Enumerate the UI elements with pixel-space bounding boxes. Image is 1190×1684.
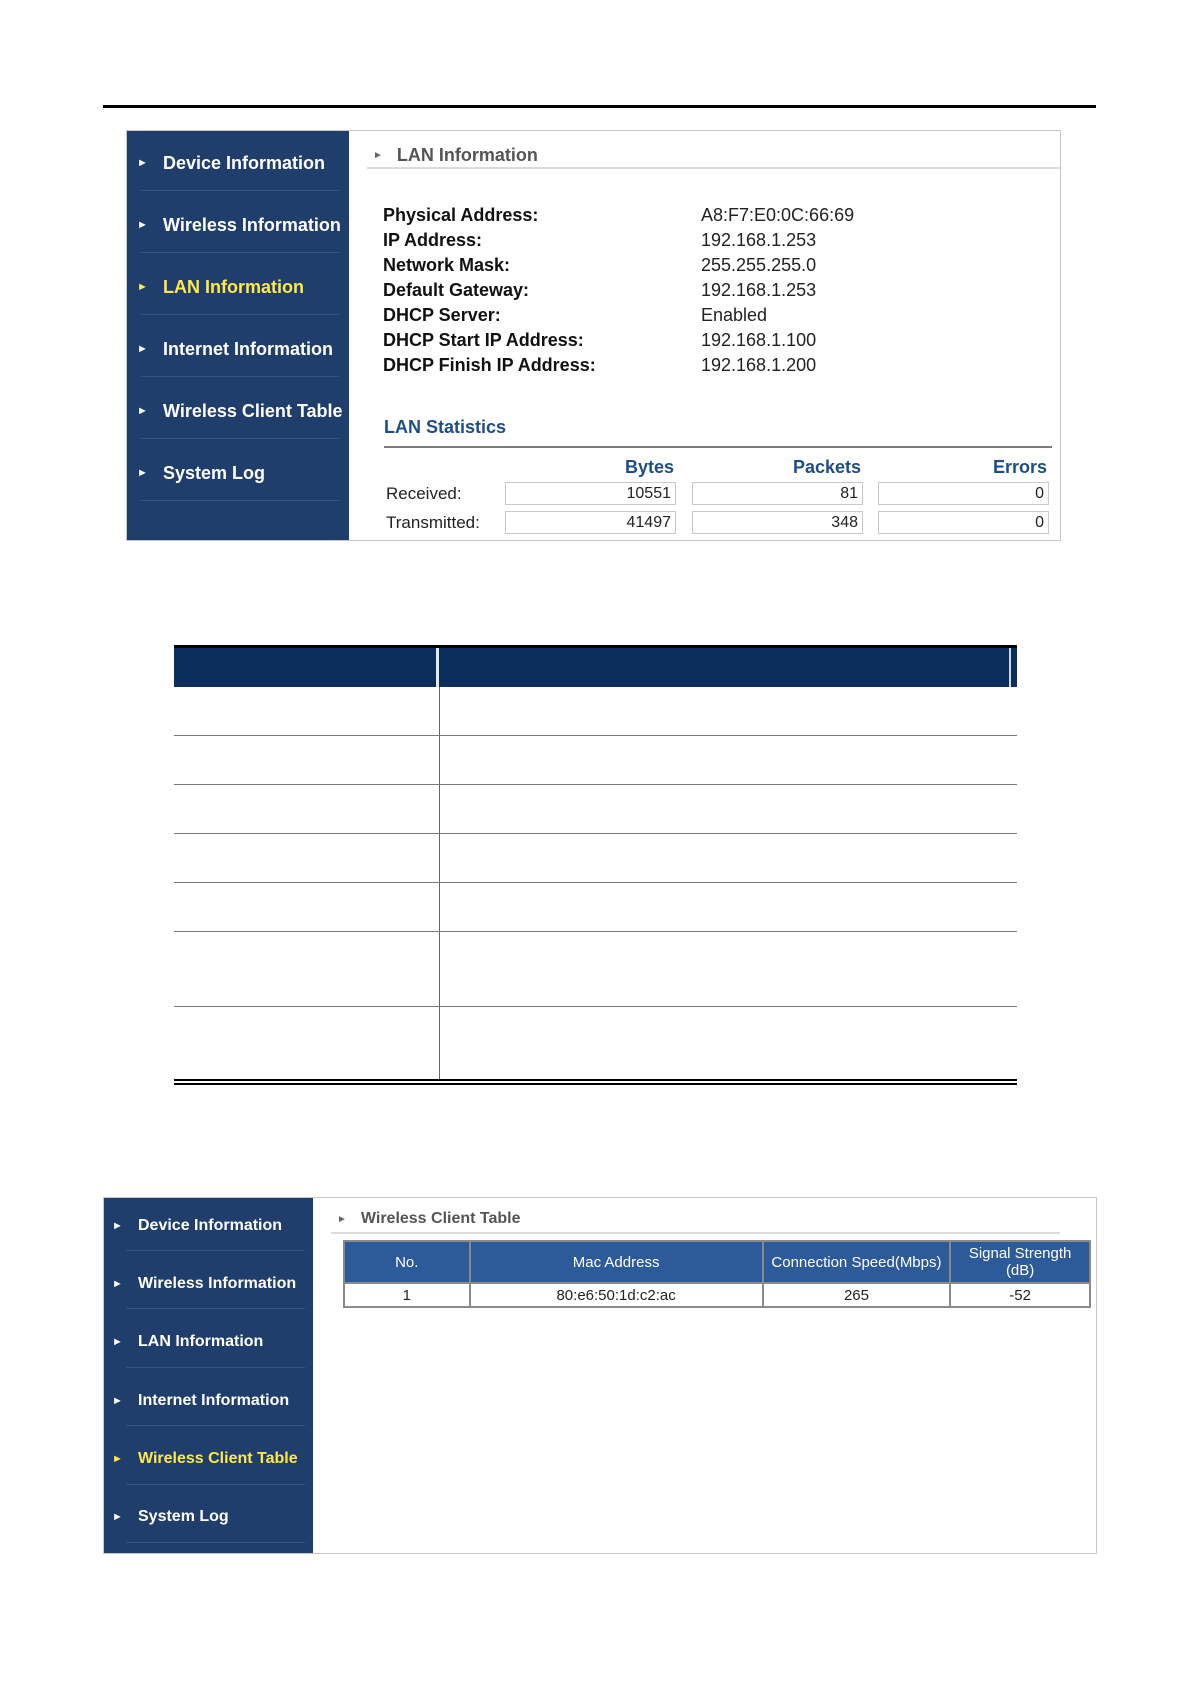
nav-separator xyxy=(126,1367,305,1368)
info-row-ip-address: IP Address: 192.168.1.253 xyxy=(383,230,817,250)
nav-separator xyxy=(126,1250,305,1251)
sidebar-item-lan-information[interactable]: ► LAN Information xyxy=(137,276,304,297)
description-table xyxy=(174,645,1017,1085)
info-row-dhcp-finish: DHCP Finish IP Address: 192.168.1.200 xyxy=(383,355,817,375)
panel-title-text: Wireless Client Table xyxy=(360,1210,521,1227)
panel-title-rule xyxy=(331,1232,1060,1234)
received-packets-field: 81 xyxy=(692,482,863,505)
triangle-right-icon: ► xyxy=(112,1220,123,1232)
lan-information-screenshot xyxy=(126,130,1061,541)
sidebar-item-wireless-information[interactable]: ► Wireless Information xyxy=(137,214,341,235)
triangle-right-icon: ► xyxy=(137,219,148,231)
triangle-right-icon: ► xyxy=(137,281,148,293)
received-errors-field: 0 xyxy=(878,482,1049,505)
triangle-right-icon: ► xyxy=(112,1453,123,1465)
col-header-mac-address: Mac Address xyxy=(470,1241,763,1283)
lan-info-list xyxy=(383,205,1033,385)
triangle-right-icon: ► xyxy=(112,1278,123,1290)
triangle-right-icon: ► xyxy=(137,467,148,479)
header-column-divider xyxy=(436,648,439,687)
wireless-client-table xyxy=(343,1240,1091,1308)
sidebar-item-system-log[interactable]: ► System Log xyxy=(112,1508,229,1525)
triangle-right-icon: ► xyxy=(112,1395,123,1407)
sidebar xyxy=(104,1198,313,1553)
nav-separator xyxy=(141,500,339,501)
sidebar-item-internet-information[interactable]: ► Internet Information xyxy=(112,1392,290,1409)
stats-col-errors: Errors xyxy=(992,457,1047,477)
sidebar-item-wireless-client-table[interactable]: ► Wireless Client Table xyxy=(112,1450,298,1467)
nav-separator xyxy=(141,438,339,439)
stats-col-bytes: Bytes xyxy=(624,457,674,477)
sidebar-item-device-information[interactable]: ► Device Information xyxy=(112,1217,283,1234)
info-row-physical-address: Physical Address: A8:F7:E0:0C:66:69 xyxy=(383,205,855,225)
stats-col-packets: Packets xyxy=(792,457,861,477)
cell-connection-speed: 265 xyxy=(763,1283,951,1307)
received-bytes-field: 10551 xyxy=(505,482,676,505)
transmitted-errors-field: 0 xyxy=(878,511,1049,534)
table-row xyxy=(174,736,1017,785)
col-header-connection-speed: Connection Speed(Mbps) xyxy=(763,1241,951,1283)
transmitted-bytes-field: 41497 xyxy=(505,511,676,534)
col-header-no: No. xyxy=(344,1241,470,1283)
stats-row-transmitted-label: Transmitted: xyxy=(386,513,480,532)
nav-separator xyxy=(126,1542,305,1543)
col-header-signal-strength: Signal Strength (dB) xyxy=(950,1241,1090,1283)
table-bottom-rule xyxy=(174,1079,1017,1085)
triangle-right-icon: ► xyxy=(137,405,148,417)
info-row-dhcp-server: DHCP Server: Enabled xyxy=(383,305,768,325)
sidebar-item-internet-information[interactable]: ► Internet Information xyxy=(137,338,333,359)
table-row xyxy=(174,883,1017,932)
triangle-right-icon: ► xyxy=(337,1213,347,1225)
cell-mac-address: 80:e6:50:1d:c2:ac xyxy=(470,1283,763,1307)
sidebar-item-system-log[interactable]: ► System Log xyxy=(137,462,266,483)
panel-title xyxy=(337,1208,521,1230)
table-row xyxy=(174,785,1017,834)
info-row-default-gateway: Default Gateway: 192.168.1.253 xyxy=(383,280,817,300)
panel-title-rule xyxy=(367,167,1060,169)
info-row-dhcp-start: DHCP Start IP Address: 192.168.1.100 xyxy=(383,330,817,350)
table-row xyxy=(174,834,1017,883)
triangle-right-icon: ► xyxy=(137,343,148,355)
sidebar-item-wireless-client-table[interactable]: ► Wireless Client Table xyxy=(137,400,343,421)
info-row-network-mask: Network Mask: 255.255.255.0 xyxy=(383,255,817,275)
sidebar-item-lan-information[interactable]: ► LAN Information xyxy=(112,1333,264,1350)
description-table-header xyxy=(174,645,1017,687)
nav-separator xyxy=(141,376,339,377)
header-right-edge xyxy=(1009,648,1011,687)
triangle-right-icon: ► xyxy=(137,157,148,169)
triangle-right-icon: ► xyxy=(373,149,383,161)
nav-separator xyxy=(141,252,339,253)
sidebar xyxy=(127,131,349,540)
nav-separator xyxy=(141,314,339,315)
triangle-right-icon: ► xyxy=(112,1511,123,1523)
panel-title xyxy=(373,143,538,167)
lan-statistics-heading: LAN Statistics xyxy=(384,417,507,437)
table-row xyxy=(344,1283,1090,1307)
panel-title-text: LAN Information xyxy=(396,144,538,165)
stats-rule xyxy=(384,446,1052,448)
cell-signal-strength: -52 xyxy=(950,1283,1090,1307)
table-header-row xyxy=(344,1241,1090,1283)
stats-row-received-label: Received: xyxy=(386,484,462,503)
table-row xyxy=(174,932,1017,1007)
sidebar-item-device-information[interactable]: ► Device Information xyxy=(137,152,326,173)
nav-separator xyxy=(126,1425,305,1426)
nav-separator xyxy=(141,190,339,191)
sidebar-item-wireless-information[interactable]: ► Wireless Information xyxy=(112,1275,297,1292)
cell-no: 1 xyxy=(344,1283,470,1307)
nav-separator xyxy=(126,1484,305,1485)
table-row xyxy=(174,687,1017,736)
nav-separator xyxy=(126,1308,305,1309)
triangle-right-icon: ► xyxy=(112,1336,123,1348)
page-top-rule xyxy=(103,105,1096,108)
transmitted-packets-field: 348 xyxy=(692,511,863,534)
